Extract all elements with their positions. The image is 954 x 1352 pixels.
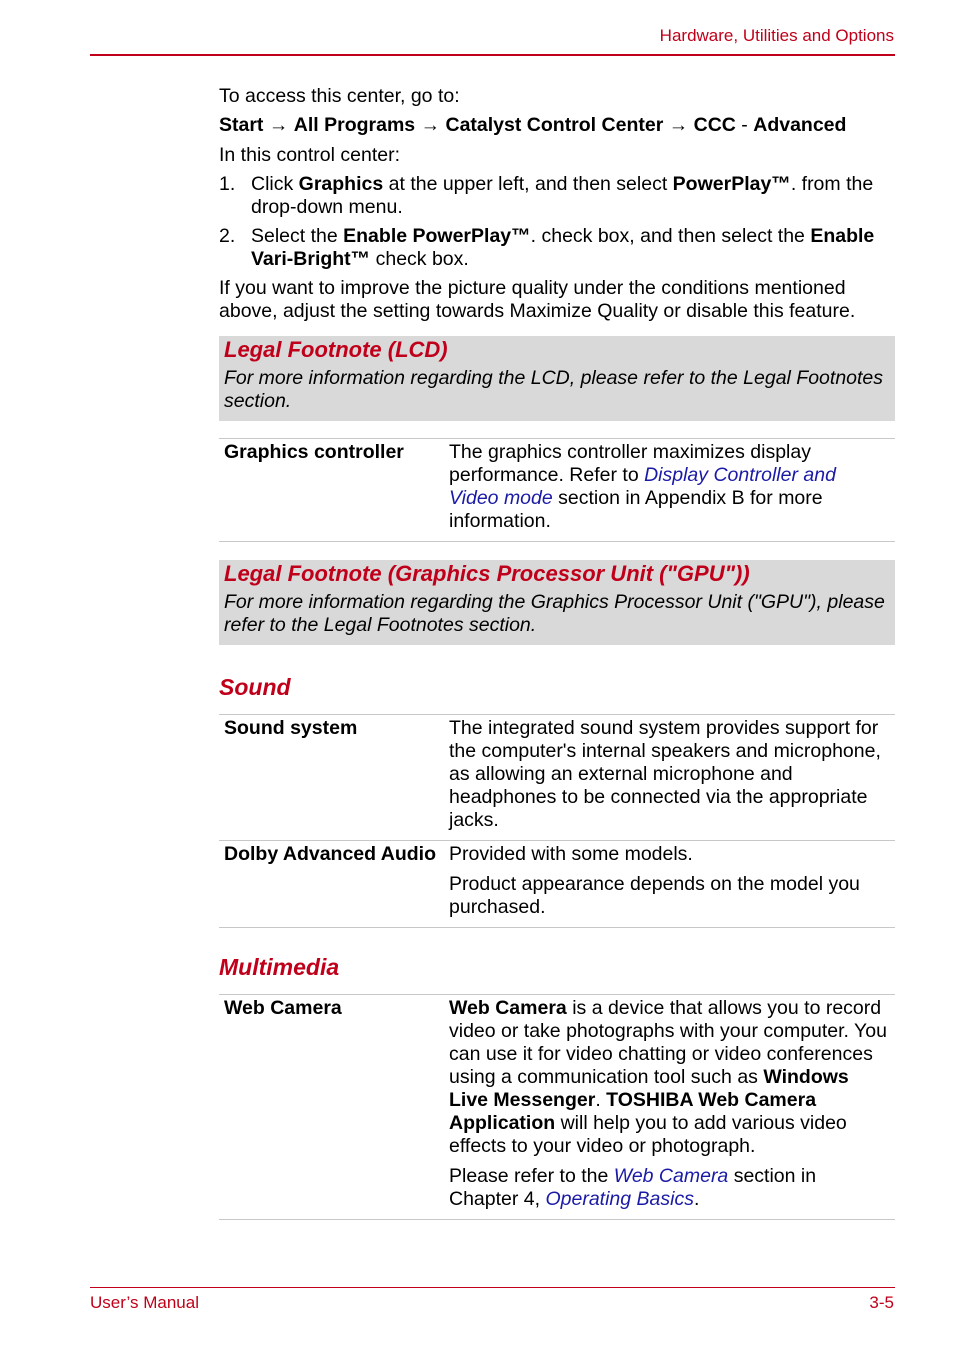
path-arrow-icon: →: [268, 114, 289, 136]
operating-basics-link[interactable]: Operating Basics: [545, 1188, 694, 1210]
step-text: Click: [251, 173, 299, 195]
desc-bold: Web Camera: [449, 997, 567, 1019]
desc-text: section in Appendix B for more information.: [449, 487, 823, 532]
desc-bold: Windows Live Messenger: [449, 1066, 849, 1111]
table-term: Web Camera: [224, 997, 342, 1019]
note-body: For more information regarding the LCD, please refer to the Legal Footnotes section.: [224, 367, 884, 412]
note-body: For more information regarding the Graphics Processor Unit ("GPU"), please refer to the Legal Footnotes section.: [224, 591, 885, 636]
table-desc: [444, 995, 895, 1220]
path-arrow-icon: →: [420, 114, 441, 136]
footer-rule: [90, 1287, 895, 1288]
path-advanced: Advanced: [753, 114, 847, 136]
control-center-line: In this control center:: [219, 144, 401, 166]
table-term: Sound system: [224, 717, 358, 739]
desc-text: Provided with some models.: [449, 843, 693, 865]
path-dash: -: [735, 114, 754, 136]
desc-text: section in Chapter 4,: [449, 1165, 817, 1210]
graphics-table: [219, 438, 895, 542]
access-line: To access this center, go to:: [219, 85, 460, 107]
step-bold: Enable Vari-Bright™: [251, 225, 875, 270]
step-bold: Enable PowerPlay™: [343, 225, 531, 247]
web-camera-link[interactable]: Web Camera: [613, 1165, 729, 1187]
table-desc: The integrated sound system provides support for the computer's internal speakers and microphone, as allowing an external microphone and headphones to be connected via the appropriate jacks.: [449, 717, 881, 831]
step-bold: PowerPlay™: [672, 173, 791, 195]
desc-text: .: [595, 1089, 607, 1111]
path-catalyst: Catalyst Control Center: [445, 114, 664, 136]
table-row: [219, 995, 895, 1220]
step-bold: Graphics: [298, 173, 384, 195]
step-text: Select the: [251, 225, 344, 247]
desc-text: is a device that allows you to record video or take photographs with your computer. You can use it for video chatting or video conferences using a communication tool such as: [449, 997, 887, 1088]
legal-footnote-gpu: [219, 560, 895, 645]
table-row: [219, 715, 895, 841]
table-desc: [444, 439, 895, 542]
display-controller-link[interactable]: Display Controller and Video mode: [449, 464, 836, 509]
path-all-programs: All Programs: [293, 114, 416, 136]
desc-paragraph: [449, 1165, 890, 1211]
step-number: 2.: [219, 225, 236, 247]
running-header: Hardware, Utilities and Options: [659, 26, 894, 45]
desc-text: will help you to add various video effects to your video or photograph.: [449, 1112, 847, 1157]
step-text: at the upper left, and then select: [383, 173, 673, 195]
step-item: [219, 225, 895, 271]
step-item: [219, 173, 895, 219]
table-row: [219, 841, 895, 928]
multimedia-table: [219, 994, 895, 1220]
header-rule: [90, 54, 895, 56]
table-term: Graphics controller: [224, 441, 404, 463]
desc-text: .: [693, 1188, 700, 1210]
section-heading-multimedia: Multimedia: [219, 954, 340, 980]
path-start: Start: [219, 114, 264, 136]
note-title: Legal Footnote (Graphics Processor Unit ("GPU")): [224, 561, 750, 586]
step-text: . check box, and then select the: [530, 225, 811, 247]
step-text: check box.: [370, 248, 469, 270]
menu-path: [219, 114, 895, 137]
sound-table: [219, 714, 895, 928]
page-content: [219, 85, 895, 1220]
desc-text: Please refer to the: [449, 1165, 614, 1187]
desc-paragraph: [449, 997, 890, 1158]
page-number: 3-5: [869, 1293, 894, 1312]
steps-list: [219, 173, 895, 271]
path-arrow-icon: →: [668, 114, 689, 136]
path-ccc: CCC: [693, 114, 736, 136]
quality-paragraph: If you want to improve the picture quality under the conditions mentioned above, adjust the setting towards Maximize Quality or disable this feature.: [219, 277, 856, 322]
table-desc: [444, 841, 895, 928]
footer-manual-label: User’s Manual: [90, 1293, 199, 1312]
legal-footnote-lcd: [219, 336, 895, 421]
table-term: Dolby Advanced Audio: [224, 843, 436, 865]
section-heading-sound: Sound: [219, 674, 291, 700]
note-title: Legal Footnote (LCD): [224, 337, 448, 362]
step-number: 1.: [219, 173, 236, 195]
table-row: [219, 439, 895, 542]
desc-bold: TOSHIBA Web Camera Application: [449, 1089, 817, 1134]
desc-text: The graphics controller maximizes display performance. Refer to: [449, 441, 811, 486]
desc-text: Product appearance depends on the model you purchased.: [449, 873, 860, 918]
step-text: . from the drop-down menu.: [251, 173, 874, 218]
